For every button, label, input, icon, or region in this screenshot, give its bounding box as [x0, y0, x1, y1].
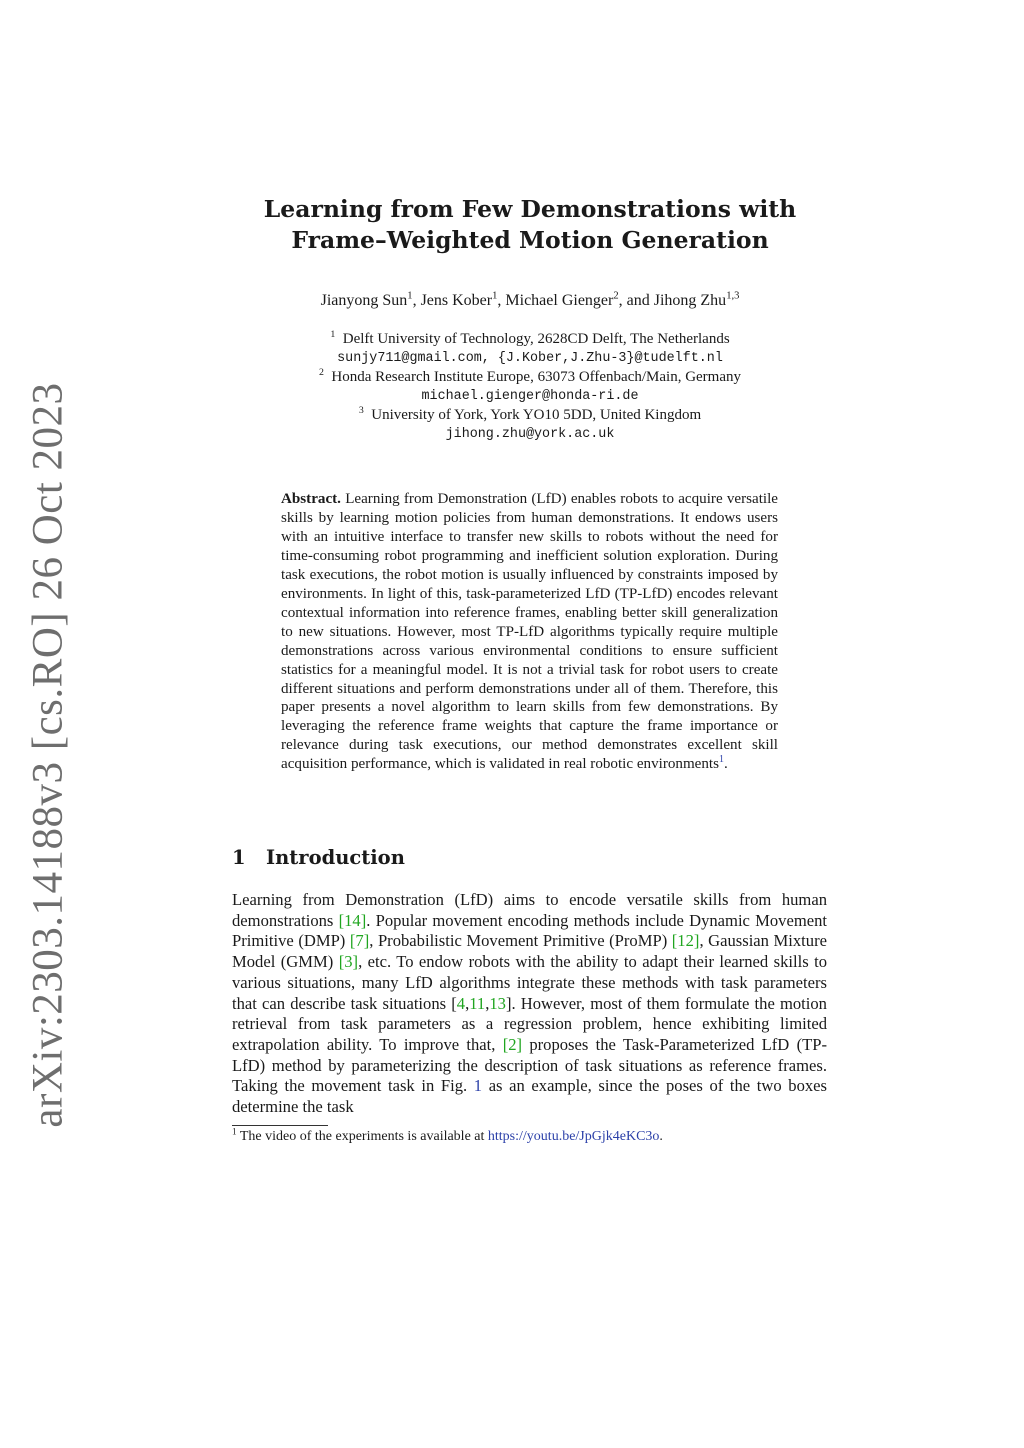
- affiliations: [232, 330, 828, 444]
- author-name: Jens Kober: [420, 292, 493, 309]
- footnote-end: .: [659, 1129, 663, 1144]
- citation-link[interactable]: 13: [489, 993, 506, 1013]
- affiliation-text: Honda Research Institute Europe, 63073 Offenbach/Main, Germany: [331, 369, 742, 385]
- author-separator: ,: [412, 292, 421, 309]
- author-separator: ,: [497, 292, 506, 309]
- citation-link[interactable]: 11: [469, 993, 486, 1013]
- affiliation-email[interactable]: michael.gienger@honda-ri.de: [421, 389, 639, 404]
- arxiv-identifier: [22, 382, 74, 1128]
- affiliation-text: Delft University of Technology, 2628CD Delft, The Netherlands: [342, 331, 730, 347]
- citation-link[interactable]: [3]: [338, 952, 359, 972]
- abstract-end: .: [723, 756, 728, 773]
- intro-text: proposes the Task-Parameterized LfD (TP-LfD) method by parameterizing the description of task situations as reference frames. Taking the movement task in Fig.: [232, 1034, 827, 1096]
- intro-paragraph: [232, 890, 827, 1118]
- affiliation-email[interactable]: jihong.zhu@york.ac.uk: [445, 427, 615, 442]
- author-name: Jianyong Sun: [320, 292, 408, 309]
- author-name: Michael Gienger: [505, 292, 614, 309]
- section-title: Introduction: [266, 846, 405, 869]
- affiliation-text: University of York, York YO10 5DD, United Kingdom: [371, 407, 702, 423]
- author-affil-mark: 1: [492, 290, 498, 302]
- author-affil-mark: 1,3: [726, 290, 740, 302]
- citation-link[interactable]: 4: [456, 993, 466, 1013]
- author-separator: , and: [618, 292, 654, 309]
- intro-text: ,: [465, 993, 470, 1013]
- intro-text: ,: [485, 993, 490, 1013]
- footnote-mark[interactable]: 1: [719, 754, 724, 766]
- abstract-text: Learning from Demonstration (LfD) enables robots to acquire versatile skills by learning motion policies from human demonstrations. It endows users with an intuitive interface to transfer new skills to robots without the need for time-consuming robot programming and inefficient solution exploration. During task executions, the robot motion is usually influenced by constraints imposed by environments. In light of this, task-parameterized LfD (TP-LfD) encodes relevant contextual information into reference frames, enabling better skill generalization to new situations. However, most TP-LfD algorithms typically require multiple demonstrations across various environmental conditions to ensure sufficient statistics for a meaningful model. It is not a trivial task for robot users to create different situations and perform demonstrations under all of them. Therefore, this paper presents a novel algorithm to learn skills from few demonstrations. By leveraging the reference frame weights that capture the frame importance or relevance during task executions, our method demonstrates excellent skill acquisition performance, which is validated in real robotic environments: [281, 491, 778, 773]
- affiliation-2: [232, 368, 828, 387]
- intro-text: ]. However, most of them formulate the motion retrieval from task parameters as a regression problem, hence exhibiting limited extrapolation ability. To improve that,: [232, 993, 827, 1054]
- intro-text: , Gaussian Mixture Model (GMM): [232, 931, 827, 972]
- affiliation-1: [232, 330, 828, 349]
- affiliation-3: [232, 406, 828, 425]
- footnote: [232, 1128, 828, 1146]
- affiliation-mark: 3: [358, 405, 364, 416]
- intro-text: Learning from Demonstration (LfD) aims to encode versatile skills from human demonstrations: [232, 890, 827, 930]
- citation-link[interactable]: [7]: [349, 931, 370, 951]
- video-url-link[interactable]: https://youtu.be/JpGjk4eKC3o: [487, 1129, 660, 1144]
- citation-link[interactable]: [14]: [338, 910, 367, 930]
- affiliation-mark: 1: [330, 329, 336, 340]
- footnote-number: 1: [232, 1126, 237, 1137]
- section-heading: [232, 846, 405, 869]
- abstract: [281, 490, 778, 774]
- title-line-2: Frame–Weighted Motion Generation: [291, 226, 769, 254]
- arxiv-id-text: arXiv:2303.14188v3 [cs.RO] 26 Oct 2023: [24, 382, 72, 1128]
- section-number: 1: [232, 846, 246, 869]
- citation-link[interactable]: [2]: [502, 1034, 523, 1054]
- author-affil-mark: 2: [613, 290, 619, 302]
- paper-title: [232, 194, 828, 256]
- affiliation-email[interactable]: sunjy711@gmail.com, {J.Kober,J.Zhu-3}@tudelft.nl: [337, 351, 723, 366]
- author-name: Jihong Zhu: [653, 292, 727, 309]
- intro-text: , etc. To endow robots with the ability to adapt their learned skills to various situations, many LfD algorithms integrate these methods with task parameters that can describe task situations [: [232, 952, 827, 1013]
- title-line-1: Learning from Few Demonstrations with: [263, 195, 797, 223]
- affiliation-mark: 2: [318, 367, 324, 378]
- citation-link[interactable]: [12]: [671, 931, 700, 951]
- footnote-text: The video of the experiments is available at: [236, 1129, 488, 1144]
- intro-text: as an example, since the poses of the two boxes determine the task: [232, 1076, 828, 1117]
- footnote-rule: [232, 1125, 328, 1126]
- intro-text: . Popular movement encoding methods include Dynamic Movement Primitive (DMP): [232, 910, 828, 951]
- intro-text: , Probabilistic Movement Primitive (ProMP): [369, 931, 672, 951]
- abstract-label: Abstract.: [281, 491, 341, 507]
- author-affil-mark: 1: [407, 290, 413, 302]
- figure-link[interactable]: 1: [473, 1076, 483, 1096]
- author-list: [232, 292, 828, 310]
